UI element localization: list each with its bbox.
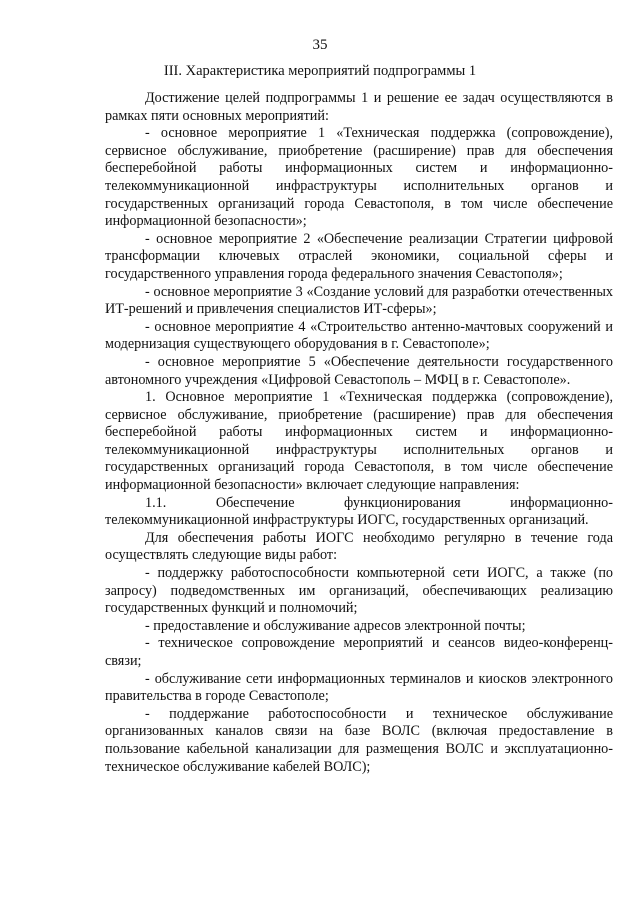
- work-item-videoconference: - техническое сопровождение мероприятий и сеансов видео-конференц-связи;: [105, 635, 613, 669]
- section-title: III. Характеристика мероприятий подпрограммы 1: [163, 63, 477, 79]
- subsection-1-1: 1.1. Обеспечение функционирования информационно-телекоммуникационной инфраструктуры ИОГС, государственных организаций.: [105, 494, 613, 529]
- intro-paragraph: Достижение целей подпрограммы 1 и решение ее задач осуществляются в рамках пяти основных мероприятий:: [105, 90, 613, 124]
- list-item-measure-2: - основное мероприятие 2 «Обеспечение реализации Стратегии цифровой трансформации ключевых отраслей экономики, социальной сферы и государственного управления города федерального значения Севастополя»;: [105, 230, 613, 282]
- work-item-fiber-channels: - поддержание работоспособности и техническое обслуживание организованных каналов связи на базе ВОЛС (включая предоставление в пользование кабельной канализации для размещения ВОЛС и эксплуатационно-техническое обслуживание кабелей ВОЛС);: [105, 705, 613, 775]
- work-item-terminals: - обслуживание сети информационных терминалов и киосков электронного правительства в городе Севастополе;: [105, 670, 613, 705]
- work-item-network: - поддержку работоспособности компьютерной сети ИОГС, а также (по запросу) подведомственных им организаций, обеспечивающих реализацию государственных функций и полномочий;: [105, 565, 613, 617]
- list-item-measure-1: - основное мероприятие 1 «Техническая поддержка (сопровождение), сервисное обслуживание, приобретение (расширение) прав для обеспечения бесперебойной работы информационных систем и информационно-телекоммуникационной инфраструктуры исполнительных органов и государственных организаций города Севастополя, в том числе обеспечение информационной безопасности»;: [105, 125, 613, 230]
- work-item-email: - предоставление и обслуживание адресов электронной почты;: [145, 617, 526, 634]
- measure-1-description: 1. Основное мероприятие 1 «Техническая поддержка (сопровождение), сервисное обслуживание, приобретение (расширение) прав для обеспечения бесперебойной работы информационных систем и информационно-телекоммуникационной инфраструктуры исполнительных органов и государственных организаций города Севастополя, в том числе обеспечение информационной безопасности» включает следующие направления:: [105, 389, 613, 494]
- document-body: [105, 90, 613, 776]
- page-number: 35: [312, 37, 328, 53]
- list-item-measure-4: - основное мероприятие 4 «Строительство антенно-мачтовых сооружений и модернизация существующего оборудования в г. Севастополе»;: [105, 318, 613, 353]
- works-intro-paragraph: Для обеспечения работы ИОГС необходимо регулярно в течение года осуществлять следующие виды работ:: [105, 529, 613, 564]
- list-item-measure-3: - основное мероприятие 3 «Создание условий для разработки отечественных ИТ-решений и привлечения специалистов ИТ-сферы»;: [105, 283, 613, 318]
- list-item-measure-5: - основное мероприятие 5 «Обеспечение деятельности государственного автономного учреждения «Цифровой Севастополь – МФЦ в г. Севастополе».: [105, 353, 613, 388]
